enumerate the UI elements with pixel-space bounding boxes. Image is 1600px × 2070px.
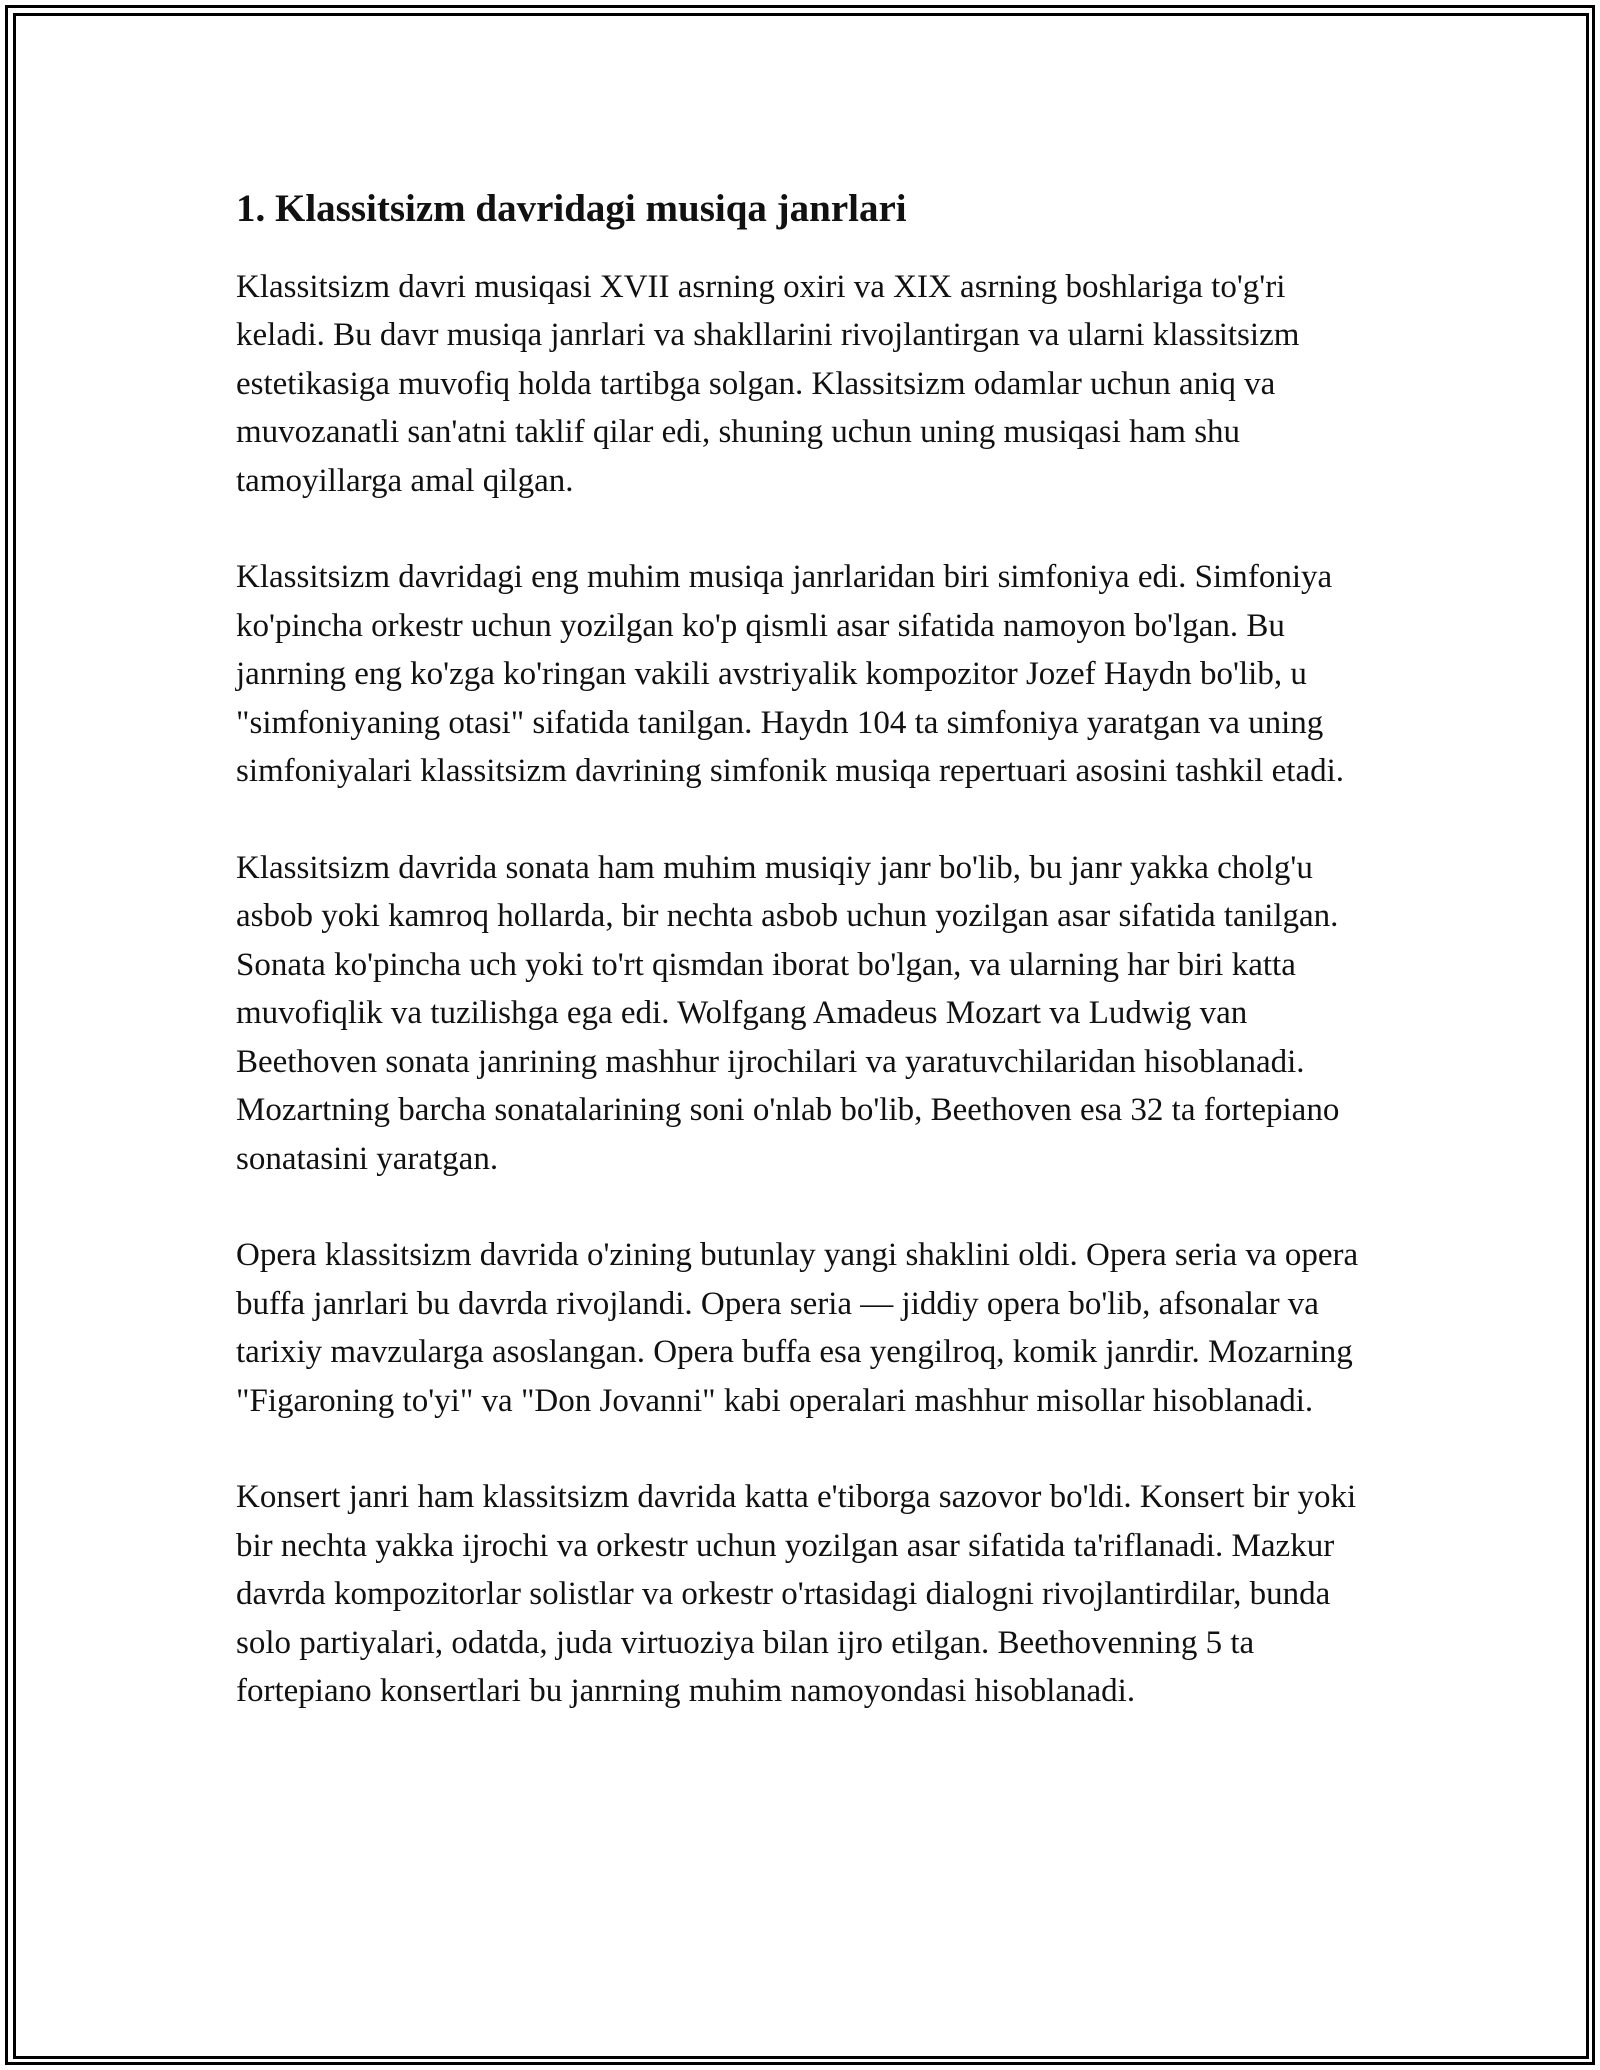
paragraph-classicism-intro: Klassitsizm davri musiqasi XVII asrning oxiri va XIX asrning boshlariga to'g'ri keladi. Bu davr musiqa janrlari va shakllarini rivojlantirgan va ularni klassitsizm estetikasiga muvofiq holda tartibga solgan. Klassitsizm odamlar uchun aniq va muvozanatli san'atni taklif qilar edi, shuning uchun uning musiqasi ham shu tamoyillarga amal qilgan. xyxy=(236,268,1300,499)
paragraph-sonata: Klassitsizm davrida sonata ham muhim musiqiy janr bo'lib, bu janr yakka cholg'u asbob yoki kamroq hollarda, bir nechta asbob uchun yozilgan asar sifatida tanilgan. Sonata ko'pincha uch yoki to'rt qismdan iborat bo'lgan, va ularning har biri katta muvofiqlik va tuzilishga ega edi. Wolfgang Amadeus Mozart va Ludwig van Beethoven sonata janrining mashhur ijrochilari va yaratuvchilaridan hisoblanadi. Mozartning barcha sonatalarining soni o'nlab bo'lib, Beethoven esa 32 ta fortepiano sonatasini yaratgan. xyxy=(236,849,1340,1177)
paragraph-concerto: Konsert janri ham klassitsizm davrida katta e'tiborga sazovor bo'ldi. Konsert bir yoki bir nechta yakka ijrochi va orkestr uchun yozilgan asar sifatida ta'riflanadi. Mazkur davrda kompozitorlar solistlar va orkestr o'rtasidagi dialogni rivojlantirdilar, bunda solo partiyalari, odatda, juda virtuoziya bilan ijro etilgan. Beethovenning 5 ta fortepiano konsertlari bu janrning muhim namoyondasi hisoblanadi. xyxy=(236,1479,1357,1710)
page-title: 1. Klassitsizm davridagi musiqa janrlari xyxy=(236,187,907,230)
paragraph-opera: Opera klassitsizm davrida o'zining butunlay yangi shaklini oldi. Opera seria va opera buffa janrlari bu davrda rivojlandi. Opera seria — jiddiy opera bo'lib, afsonalar va tarixiy mavzularga asoslangan. Opera buffa esa yengilroq, komik janrdir. Mozarning "Figaroning to'yi" va "Don Jovanni" kabi operalari mashhur misollar hisoblanadi. xyxy=(236,1237,1359,1419)
document-body xyxy=(236,184,1366,1764)
paragraph-symphony: Klassitsizm davridagi eng muhim musiqa janrlaridan biri simfoniya edi. Simfoniya ko'pincha orkestr uchun yozilgan ko'p qismli asar sifatida namoyon bo'lgan. Bu janrning eng ko'zga ko'ringan vakili avstriyalik kompozitor Jozef Haydn bo'lib, u "simfoniyaning otasi" sifatida tanilgan. Haydn 104 ta simfoniya yaratgan va uning simfoniyalari klassitsizm davrining simfonik musiqa repertuari asosini tashkil etadi. xyxy=(236,559,1345,790)
